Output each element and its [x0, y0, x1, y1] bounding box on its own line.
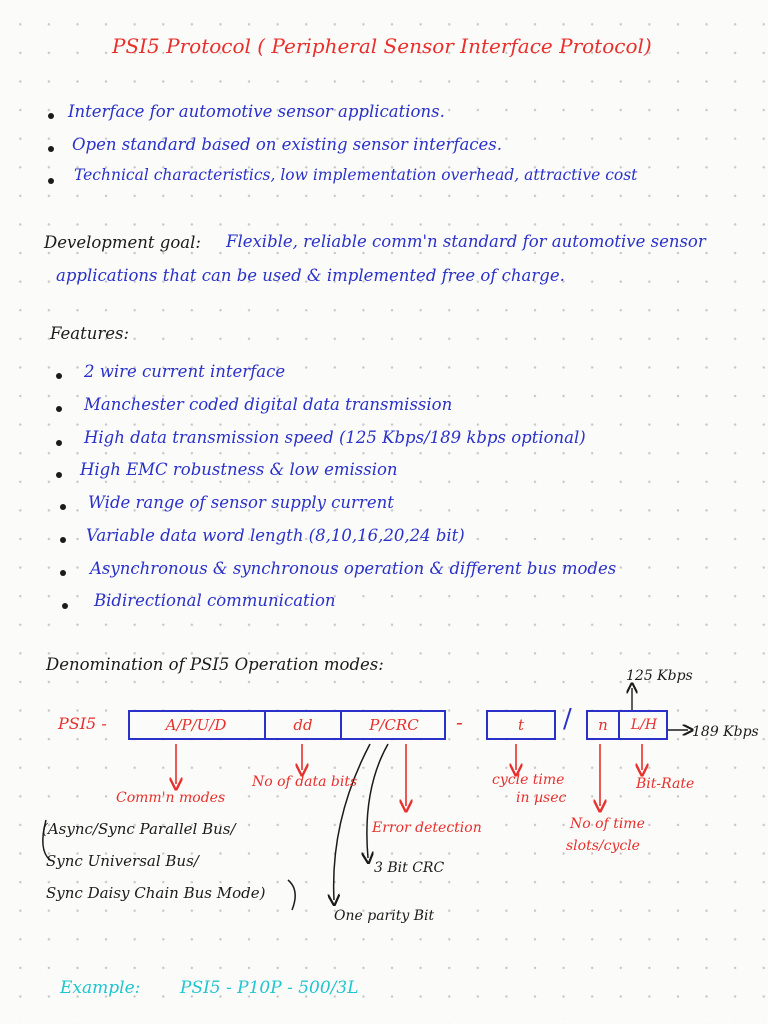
- bit-rate-field: L/H: [630, 717, 658, 733]
- feature-item: 2 wire current interface: [84, 362, 286, 381]
- feature-item: Wide range of sensor supply current: [88, 493, 394, 512]
- denomination-heading: Denomination of PSI5 Operation modes:: [46, 655, 384, 674]
- label-time-slots: No of time: [570, 816, 645, 832]
- features-heading: Features:: [50, 324, 130, 343]
- bullet-dot: [48, 178, 54, 184]
- example-label: Example:: [60, 978, 141, 998]
- bullet-dot: [62, 603, 68, 609]
- feature-item: Manchester coded digital data transmission: [84, 395, 453, 414]
- bullet-dot: [60, 570, 66, 576]
- separator-slash: /: [563, 704, 572, 734]
- label-parity: One parity Bit: [334, 908, 435, 924]
- development-goal-label: Development goal:: [44, 233, 201, 252]
- bullet-dot: [56, 373, 62, 379]
- separator-dash: -: [456, 710, 463, 734]
- comm-mode-field: A/P/U/D: [165, 716, 227, 734]
- data-bits-field: dd: [293, 716, 313, 734]
- label-error-detection: Error detection: [372, 820, 482, 836]
- intro-bullet: Technical characteristics, low implementation overhead, attractive cost: [74, 166, 638, 184]
- development-goal-line2: applications that can be used & implemented free of charge.: [56, 266, 565, 285]
- label-bit-rate: Bit-Rate: [636, 776, 695, 792]
- bullet-dot: [56, 440, 62, 446]
- bullet-dot: [60, 504, 66, 510]
- bullet-dot: [56, 472, 62, 478]
- feature-item: High data transmission speed (125 Kbps/189 kbps optional): [84, 428, 586, 447]
- bullet-dot: [60, 537, 66, 543]
- bullet-dot: [48, 146, 54, 152]
- feature-item: Bidirectional communication: [94, 591, 336, 610]
- bus-mode-line: (Async/Sync Parallel Bus/: [42, 820, 236, 838]
- intro-bullet: Interface for automotive sensor applications.: [68, 102, 445, 121]
- feature-item: Asynchronous & synchronous operation & different bus modes: [90, 559, 617, 578]
- feature-item: Variable data word length (8,10,16,20,24 bit): [86, 526, 465, 545]
- bus-mode-line: Sync Universal Bus/: [46, 852, 199, 870]
- label-comm-modes: Comm'n modes: [116, 790, 226, 806]
- intro-bullet: Open standard based on existing sensor interfaces.: [72, 135, 503, 154]
- label-data-bits: No of data bits: [252, 774, 358, 790]
- psi5-prefix: PSI5 -: [58, 714, 107, 733]
- paren-close: [288, 880, 295, 910]
- development-goal-line1: Flexible, reliable comm'n standard for automotive sensor: [226, 232, 706, 251]
- cycle-time-field: t: [517, 716, 525, 734]
- arrow-parity: [334, 744, 370, 900]
- label-cycle-unit: in µsec: [516, 790, 567, 806]
- arrow-crc: [367, 744, 388, 858]
- label-cycle-time: cycle time: [492, 772, 565, 788]
- label-crc: 3 Bit CRC: [374, 860, 445, 876]
- speed-high-label: 125 Kbps: [626, 668, 693, 684]
- page-title: PSI5 Protocol ( Peripheral Sensor Interface Protocol): [112, 34, 652, 58]
- bullet-dot: [56, 406, 62, 412]
- slots-field: n: [598, 716, 608, 734]
- label-slots-cycle: slots/cycle: [566, 838, 640, 854]
- error-detection-field: P/CRC: [369, 716, 419, 734]
- feature-item: High EMC robustness & low emission: [80, 460, 398, 479]
- bus-mode-line: Sync Daisy Chain Bus Mode): [46, 884, 266, 902]
- bullet-dot: [48, 113, 54, 119]
- speed-low-label: 189 Kbps: [692, 724, 759, 740]
- example-value: PSI5 - P10P - 500/3L: [180, 978, 359, 998]
